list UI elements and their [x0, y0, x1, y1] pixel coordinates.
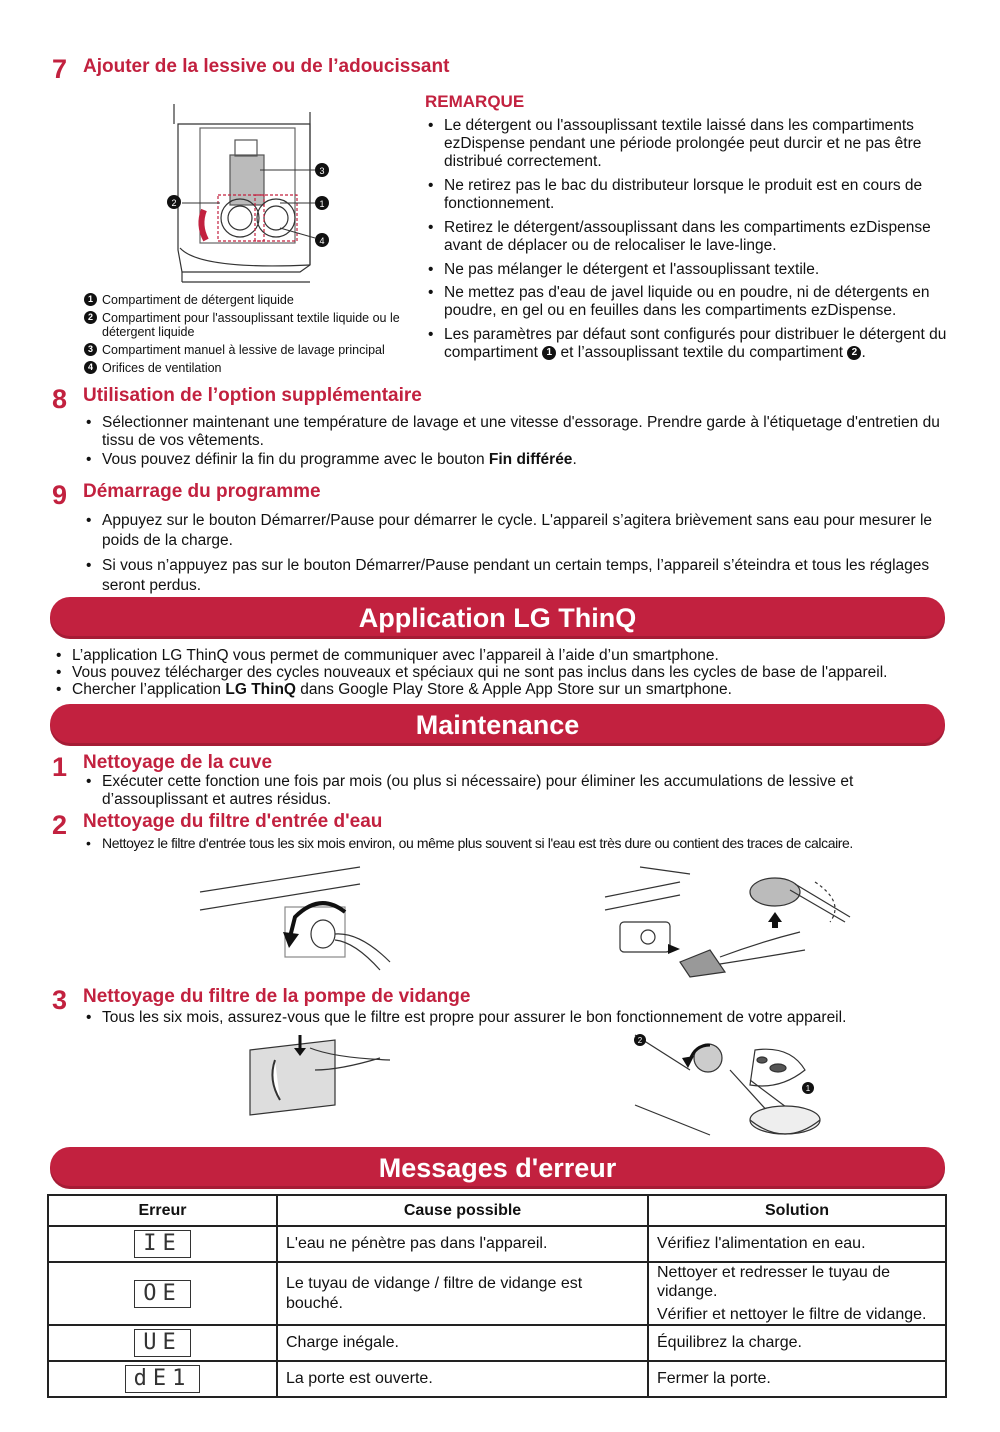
step-8-bullet: [86, 451, 952, 469]
maint-1-title: Nettoyage de la cuve: [83, 752, 273, 773]
svg-text:2: 2: [171, 198, 177, 208]
thinq-bullet: [56, 681, 962, 699]
remark-item: • Ne pas mélanger le détergent et l'assouplissant textile.: [428, 261, 964, 279]
svg-text:4: 4: [319, 236, 325, 246]
maint-1-number: 1: [52, 752, 68, 782]
number-badge-icon: 4: [84, 361, 97, 374]
legend-item: [84, 311, 432, 339]
legend-text: Orifices de ventilation: [102, 361, 222, 375]
button-name-text: Fin différée: [488, 451, 573, 468]
bullet-text: .: [572, 451, 577, 468]
solution-cell: Équilibrez la charge.: [648, 1325, 946, 1361]
svg-text:2: 2: [637, 1036, 643, 1045]
step-7-number: 7: [52, 54, 68, 84]
legend-text: Compartiment de détergent liquide: [102, 293, 294, 307]
number-badge-icon: 2: [847, 346, 861, 360]
legend-item: [84, 293, 412, 307]
app-name-text: LG ThinQ: [225, 681, 296, 698]
table-row: [48, 1226, 946, 1262]
step-8-bullet: • Sélectionner maintenant une température de lavage et une vitesse d'essorage. Prendre garde à l'étiquetage d'entretien du tissu de vos vêtements.: [86, 414, 952, 450]
solution-line: Vérifier et nettoyer le filtre de vidange.: [657, 1306, 927, 1323]
maint-3-number: 3: [52, 985, 68, 1015]
error-code-cell: [48, 1325, 277, 1361]
remark-item: • Ne retirez pas le bac du distributeur lorsque le produit est en cours de fonctionnement.: [428, 177, 964, 213]
error-code-display: UE: [134, 1329, 191, 1357]
svg-text:1: 1: [805, 1084, 811, 1093]
error-code-display: dE1: [125, 1365, 201, 1393]
remark-text: Les paramètres par défaut sont configurés pour distribuer le détergent du compartiment: [444, 326, 947, 361]
step-8-number: 8: [52, 384, 68, 414]
svg-text:1: 1: [319, 199, 325, 209]
legend-text: Compartiment pour l'assouplissant textile liquide ou le détergent liquide: [102, 311, 400, 339]
column-header: Erreur: [48, 1195, 277, 1226]
step-9-number: 9: [52, 480, 68, 510]
maint-2-number: 2: [52, 810, 68, 840]
dispenser-illustration: [160, 100, 350, 285]
maint-2-title: Nettoyage du filtre d'entrée d'eau: [83, 811, 383, 832]
cause-cell: Charge inégale.: [277, 1325, 648, 1361]
errors-banner: Messages d'erreur: [50, 1147, 945, 1189]
solution-cell: Vérifiez l'alimentation en eau.: [648, 1226, 946, 1262]
maint-3-title: Nettoyage du filtre de la pompe de vidange: [83, 986, 471, 1007]
remark-title: REMARQUE: [425, 92, 525, 111]
number-badge-icon: 1: [542, 346, 556, 360]
maint-2-bullet: • Nettoyez le filtre d'entrée tous les six mois environ, ou même plus souvent si l'eau est très dure ou contient des traces de calcaire.: [86, 834, 972, 852]
drain-filter-illustration: [630, 1030, 830, 1142]
cause-cell: L'eau ne pénètre pas dans l'appareil.: [277, 1226, 648, 1262]
column-header: Solution: [648, 1195, 946, 1226]
remark-item: • Ne mettez pas d'eau de javel liquide ou en poudre, ni de détergents en poudre, en gel ou en feuilles dans les compartiments ezDispense.: [428, 284, 964, 320]
error-code-cell: [48, 1226, 277, 1262]
error-code-cell: [48, 1361, 277, 1397]
remark-item: • Retirez le détergent/assouplissant dans les compartiments ezDispense avant de déplacer ou de relocaliser le lave-linge.: [428, 219, 964, 255]
table-row: [48, 1325, 946, 1361]
cause-cell: Le tuyau de vidange / filtre de vidange est bouché.: [277, 1262, 648, 1325]
legend-text: Compartiment manuel à lessive de lavage principal: [102, 343, 385, 357]
solution-cell: Fermer la porte.: [648, 1361, 946, 1397]
remark-text: et l’assouplissant textile du compartiment: [560, 344, 844, 361]
bullet-text: dans Google Play Store & Apple App Store sur un smartphone.: [300, 681, 732, 698]
solution-line: Nettoyer et redresser le tuyau de vidange.: [657, 1264, 891, 1300]
step-9-bullet: • Si vous n’appuyez pas sur le bouton Démarrer/Pause pendant un certain temps, l’appareil s’éteindra et tous les réglages seront perdus.: [86, 556, 962, 596]
error-code-cell: [48, 1262, 277, 1325]
thinq-banner: Application LG ThinQ: [50, 597, 945, 639]
table-row: [48, 1262, 946, 1325]
number-badge-icon: 1: [84, 293, 97, 306]
column-header: Cause possible: [277, 1195, 648, 1226]
thinq-bullet: • L’application LG ThinQ vous permet de communiquer avec l’appareil à l’aide d’un smartphone.: [56, 647, 962, 665]
table-row: [48, 1361, 946, 1397]
error-code-display: OE: [134, 1280, 191, 1308]
remark-text: .: [861, 344, 866, 361]
remark-item: • Le détergent ou l'assouplissant textile laissé dans les compartiments ezDispense pendant une période prolongée peut durcir et ne pas être distribué correctement.: [428, 117, 964, 171]
number-badge-icon: 2: [84, 311, 97, 324]
maint-3-bullet: • Tous les six mois, assurez-vous que le filtre est propre pour assurer le bon fonctionnement de votre appareil.: [86, 1009, 962, 1027]
step-9-bullet: • Appuyez sur le bouton Démarrer/Pause pour démarrer le cycle. L'appareil s’agitera brièvement sans eau pour mesurer le poids de la charge.: [86, 511, 962, 551]
cause-cell: La porte est ouverte.: [277, 1361, 648, 1397]
inlet-hose-illustration: [195, 862, 395, 972]
number-badge-icon: 3: [84, 343, 97, 356]
inlet-filter-illustration: [600, 862, 860, 980]
legend-item: [84, 343, 432, 357]
svg-text:3: 3: [319, 166, 325, 176]
error-table: [47, 1194, 947, 1398]
legend-item: [84, 361, 432, 375]
maint-1-bullet: • Exécuter cette fonction une fois par mois (ou plus si nécessaire) pour éliminer les accumulations de lessive et d’assouplissant et autres résidus.: [86, 773, 912, 809]
bullet-text: Vous pouvez définir la fin du programme avec le bouton: [102, 451, 485, 468]
remark-item: [428, 326, 964, 362]
maintenance-banner: Maintenance: [50, 704, 945, 746]
error-table-header: [48, 1195, 946, 1226]
solution-cell: [648, 1262, 946, 1325]
bullet-text: Chercher l’application: [72, 681, 222, 698]
step-9-title: Démarrage du programme: [83, 481, 321, 502]
step-7-title: Ajouter de la lessive ou de l’adoucissant: [83, 56, 450, 77]
thinq-bullet: • Vous pouvez télécharger des cycles nouveaux et spéciaux qui ne sont pas inclus dans les cycles de base de l'appareil.: [56, 664, 962, 682]
step-8-title: Utilisation de l’option supplémentaire: [83, 385, 422, 406]
drain-cover-illustration: [240, 1030, 400, 1120]
error-code-display: IE: [134, 1230, 191, 1258]
